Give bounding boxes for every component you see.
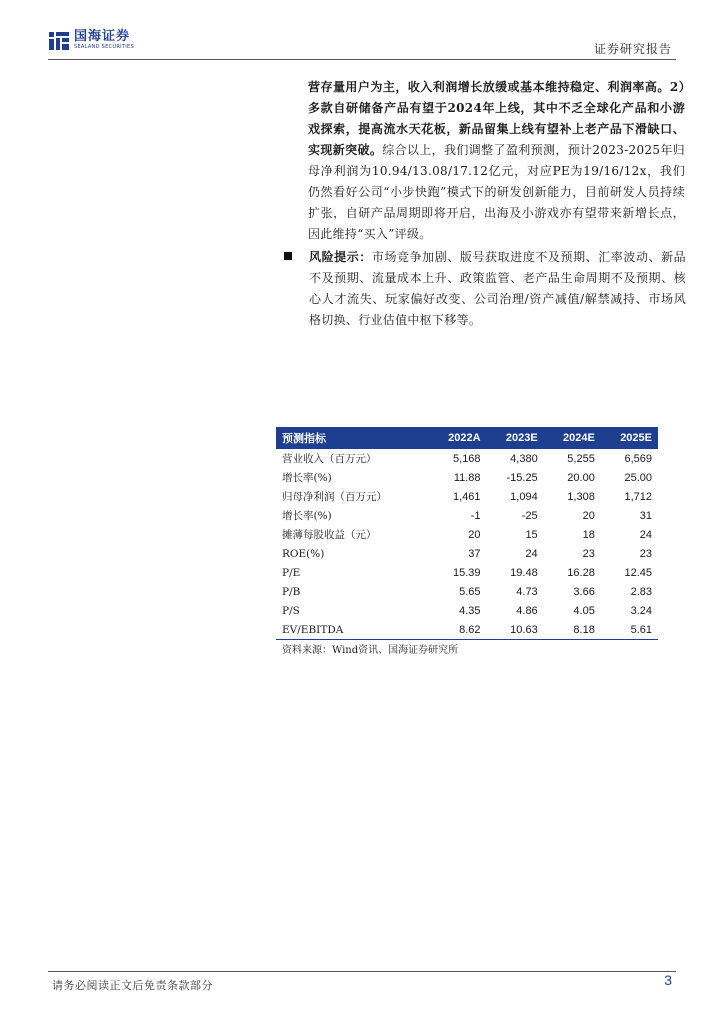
table-cell: -25 bbox=[521, 509, 538, 522]
table-cell: 25.00 bbox=[624, 471, 652, 484]
table-row bbox=[276, 487, 658, 506]
table-row bbox=[276, 563, 658, 582]
table-cell: 24 bbox=[639, 528, 652, 541]
table-cell: 8.62 bbox=[429, 620, 487, 640]
table-cell: 31 bbox=[639, 509, 652, 522]
summary-paragraph bbox=[308, 77, 685, 245]
table-header-cell: 2022A bbox=[429, 427, 487, 449]
table-header-cell: 2024E bbox=[544, 427, 601, 449]
row-label: 增长率(%) bbox=[282, 472, 332, 484]
company-logo bbox=[48, 30, 134, 52]
table-header-cell: 预测指标 bbox=[276, 427, 429, 449]
table-cell: 4.05 bbox=[573, 604, 595, 617]
row-label: P/E bbox=[282, 566, 301, 579]
risk-paragraph bbox=[309, 247, 686, 331]
risk-label: 风险提示： bbox=[309, 250, 372, 264]
row-label: P/B bbox=[282, 585, 301, 598]
table-header-row bbox=[276, 427, 658, 449]
table-cell: 4.86 bbox=[516, 604, 538, 617]
table-cell: 4,380 bbox=[510, 452, 538, 465]
table-cell: 23 bbox=[639, 547, 652, 560]
table-cell: 1,094 bbox=[510, 490, 538, 503]
table-cell: 1,461 bbox=[453, 490, 481, 503]
table-cell: -1 bbox=[470, 509, 481, 522]
table-cell: 5.61 bbox=[601, 620, 658, 640]
table-cell: 20 bbox=[582, 509, 595, 522]
table-cell: 15.39 bbox=[453, 566, 481, 579]
table-cell: 10.63 bbox=[487, 620, 544, 640]
summary-normal-text: 综合以上，我们调整了盈利预测，预计2023-2025年归母净利润为10.94/13.08/17.12亿元，对应PE为19/16/12x，我们仍然看好公司“小步快跑”模式下的研发创新能力，目前研发人员持续扩张，自研产品周期即将开启，出海及小游戏亦有望带来新增长点，因此维持“买入”评级。 bbox=[308, 143, 685, 241]
table-cell: 11.88 bbox=[453, 471, 481, 484]
table-cell: 5.65 bbox=[459, 585, 481, 598]
table-cell: 4.73 bbox=[516, 585, 538, 598]
footer-divider bbox=[48, 971, 676, 972]
sealand-logo-icon bbox=[48, 30, 70, 52]
table-cell: 4.35 bbox=[459, 604, 481, 617]
table-row bbox=[276, 449, 658, 468]
row-label: EV/EBITDA bbox=[276, 620, 429, 640]
table-cell: 18 bbox=[582, 528, 595, 541]
table-row bbox=[276, 468, 658, 487]
table-cell: 6,569 bbox=[624, 452, 652, 465]
table-cell: 1,308 bbox=[567, 490, 595, 503]
table-cell: 37 bbox=[468, 547, 481, 560]
table-cell: 16.28 bbox=[567, 566, 595, 579]
table-cell: 23 bbox=[582, 547, 595, 560]
row-label: 增长率(%) bbox=[282, 510, 332, 522]
logo-name-en: SEALAND SECURITIES bbox=[74, 44, 134, 50]
table-row bbox=[276, 601, 658, 620]
row-label: P/S bbox=[282, 604, 300, 617]
table-cell: 15 bbox=[525, 528, 538, 541]
table-cell: -15.25 bbox=[506, 471, 538, 484]
table-cell: 1,712 bbox=[624, 490, 652, 503]
row-label: 营业收入（百万元） bbox=[282, 453, 377, 465]
table-cell: 3.24 bbox=[630, 604, 652, 617]
table-cell: 5,168 bbox=[453, 452, 481, 465]
table-cell: 2.83 bbox=[630, 585, 652, 598]
row-label: ROE(%) bbox=[282, 547, 325, 560]
logo-name-cn: 国海证券 bbox=[74, 29, 131, 44]
row-label: 归母净利润（百万元） bbox=[282, 491, 387, 503]
row-label: 摊薄每股收益（元） bbox=[282, 529, 377, 541]
summary-bold-text: 营存量用户为主，收入利润增长放缓或基本维持稳定、利润率高。2）多款自研储备产品有望于2024年上线，其中不乏全球化产品和小游戏探索，提高流水天花板，新品留集上线有望补上老产品下滑缺口、实现新突破。 bbox=[308, 80, 685, 157]
disclaimer-note: 请务必阅读正文后免责条款部分 bbox=[52, 979, 213, 992]
table-cell: 24 bbox=[525, 547, 538, 560]
table-cell: 8.18 bbox=[544, 620, 601, 640]
forecast-table bbox=[276, 427, 658, 640]
report-type-title: 证券研究报告 bbox=[593, 42, 672, 56]
table-row bbox=[276, 506, 658, 525]
header-divider bbox=[48, 59, 676, 60]
table-row bbox=[276, 582, 658, 601]
page-number: 3 bbox=[664, 972, 672, 988]
table-source-note: 资料来源：Wind资讯、国海证券研究所 bbox=[282, 645, 459, 656]
table-cell: 20 bbox=[468, 528, 481, 541]
table-cell: 5,255 bbox=[567, 452, 595, 465]
risk-text: 市场竞争加剧、版号获取进度不及预期、汇率波动、新品不及预期、流量成本上升、政策监管、老产品生命周期不及预期、核心人才流失、玩家偏好改变、公司治理/资产减值/解禁减持、市场风格切换、行业估值中枢下移等。 bbox=[309, 250, 686, 327]
table-cell: 3.66 bbox=[573, 585, 595, 598]
table-row bbox=[276, 544, 658, 563]
table-row bbox=[276, 620, 658, 640]
table-header-cell: 2025E bbox=[601, 427, 658, 449]
bullet-square-icon bbox=[284, 252, 292, 260]
table-cell: 20.00 bbox=[567, 471, 595, 484]
table-cell: 19.48 bbox=[510, 566, 538, 579]
table-row bbox=[276, 525, 658, 544]
table-cell: 12.45 bbox=[624, 566, 652, 579]
table-header-cell: 2023E bbox=[487, 427, 544, 449]
